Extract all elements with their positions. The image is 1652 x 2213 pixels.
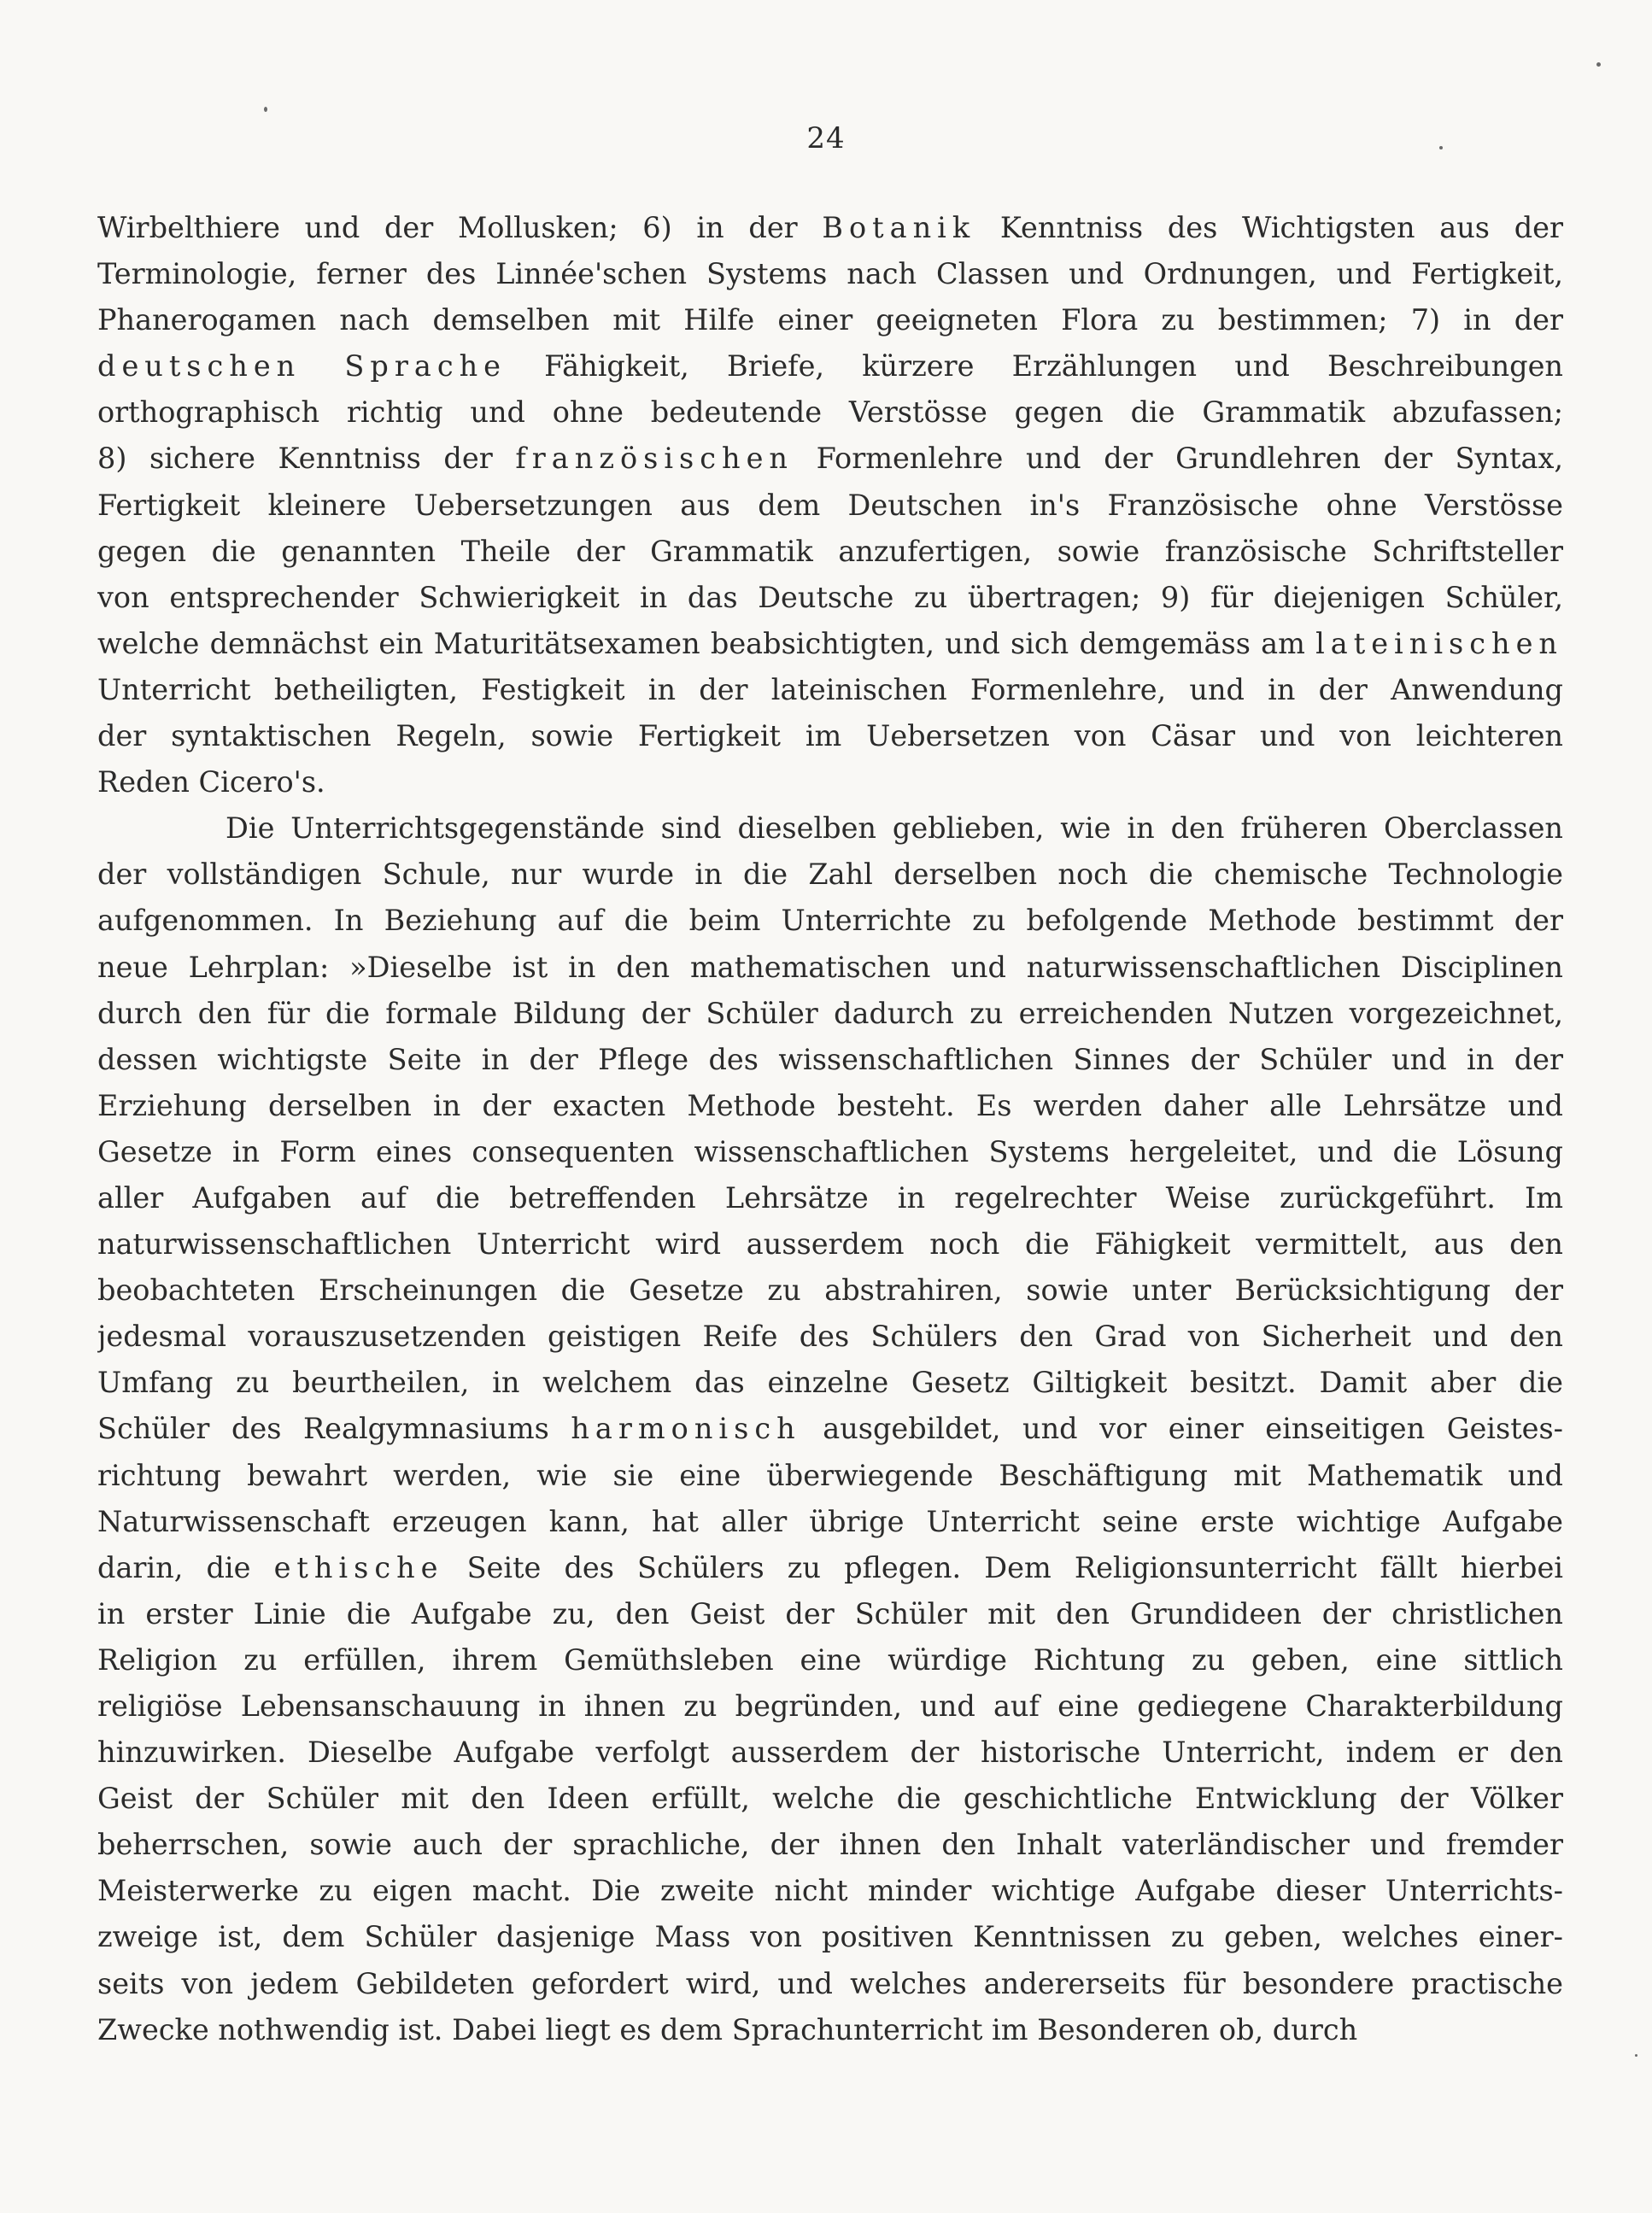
text-segment: Umfang zu beurtheilen, in welchem das einzelne Gesetz Giltigkeit besitzt. Damit aber die bbox=[97, 1366, 1563, 1400]
text-segment: neue Lehrplan: »Dieselbe ist in den mathematischen und naturwissenschaftlichen Disciplinen bbox=[97, 950, 1563, 984]
paragraph bbox=[97, 205, 1563, 805]
text-segment: Meisterwerke zu eigen macht. Die zweite nicht minder wichtige Aufgabe dieser Unterrichts- bbox=[97, 1874, 1563, 1908]
text-segment: dessen wichtigste Seite in der Pflege des wissenschaftlichen Sinnes der Schüler und in der bbox=[97, 1042, 1563, 1076]
text-segment: seits von jedem Gebildeten gefordert wird, und welches andererseits für besondere practische bbox=[97, 1966, 1563, 2000]
text-segment: der syntaktischen Regeln, sowie Fertigkeit im Uebersetzen von Cäsar und von leichteren bbox=[97, 719, 1563, 753]
text-line bbox=[97, 1083, 1563, 1129]
page-number: 24 bbox=[806, 121, 846, 155]
text-line bbox=[97, 1730, 1563, 1776]
text-line bbox=[97, 898, 1563, 944]
text-line bbox=[97, 667, 1563, 713]
text-line bbox=[97, 529, 1563, 575]
text-line bbox=[97, 1221, 1563, 1267]
spaced-emphasis: deutschen Sprache bbox=[97, 349, 507, 383]
text-segment: richtung bewahrt werden, wie sie eine überwiegende Beschäftigung mit Mathematik und bbox=[97, 1458, 1563, 1492]
text-line bbox=[97, 297, 1563, 343]
text-segment: naturwissenschaftlichen Unterricht wird ausserdem noch die Fähigkeit vermittelt, aus den bbox=[97, 1227, 1563, 1262]
text-line bbox=[97, 1175, 1563, 1221]
text-segment: beobachteten Erscheinungen die Gesetze zu abstrahiren, sowie unter Berücksichtigung der bbox=[97, 1273, 1563, 1308]
text-segment: Fertigkeit kleinere Uebersetzungen aus dem Deutschen in's Französische ohne Verstösse bbox=[97, 488, 1563, 522]
text-segment: Phanerogamen nach demselben mit Hilfe einer geeigneten Flora zu bestimmen; 7) in der bbox=[97, 303, 1563, 337]
text-segment: Reden Cicero's. bbox=[97, 765, 325, 799]
text-segment: aller Aufgaben auf die betreffenden Lehrsätze in regelrechter Weise zurückgeführt. Im bbox=[97, 1180, 1563, 1215]
text-segment: darin, die bbox=[97, 1550, 274, 1584]
text-line bbox=[97, 2007, 1563, 2053]
text-line bbox=[97, 1406, 1563, 1452]
text-segment: gegen die genannten Theile der Grammatik anzufertigen, sowie französische Schriftsteller bbox=[97, 534, 1563, 568]
spaced-emphasis: Botanik bbox=[822, 211, 976, 244]
paragraph bbox=[97, 805, 1563, 2053]
text-line bbox=[97, 1637, 1563, 1683]
text-line bbox=[97, 621, 1563, 667]
text-segment: Naturwissenschaft erzeugen kann, hat aller übrige Unterricht seine erste wichtige Aufgabe bbox=[97, 1504, 1563, 1538]
text-line bbox=[97, 343, 1563, 389]
text-line bbox=[97, 945, 1563, 991]
text-line bbox=[97, 205, 1563, 251]
text-segment: jedesmal vorauszusetzenden geistigen Reife des Schülers den Grad von Sicherheit und den bbox=[97, 1320, 1563, 1354]
spaced-emphasis: ethische bbox=[273, 1550, 444, 1584]
text-segment: Wirbelthiere und der Mollusken; 6) in der bbox=[97, 211, 823, 244]
text-line bbox=[97, 436, 1563, 482]
text-segment: religiöse Lebensanschauung in ihnen zu begründen, und auf eine gediegene Charakterbildung bbox=[97, 1689, 1563, 1723]
text-line bbox=[97, 1961, 1563, 2007]
text-segment: von entsprechender Schwierigkeit in das Deutsche zu übertragen; 9) für diejenigen Schüler, bbox=[97, 580, 1563, 614]
text-segment: hinzuwirken. Dieselbe Aufgabe verfolgt ausserdem der historische Unterricht, indem er den bbox=[97, 1736, 1563, 1770]
text-segment: welche demnächst ein Maturitätsexamen beabsichtigten, und sich demgemäss am bbox=[97, 626, 1316, 660]
text-segment: Die Unterrichtsgegenstände sind dieselben geblieben, wie in den früheren Oberclassen bbox=[226, 811, 1563, 846]
text-line bbox=[97, 852, 1563, 898]
text-line bbox=[97, 389, 1563, 436]
print-speck bbox=[1596, 62, 1601, 67]
text-segment: 8) sichere Kenntniss der bbox=[97, 442, 516, 476]
body-text bbox=[97, 205, 1563, 2053]
text-line bbox=[97, 1822, 1563, 1868]
text-segment: beherrschen, sowie auch der sprachliche, der ihnen den Inhalt vaterländischer und fremder bbox=[97, 1828, 1563, 1862]
text-line bbox=[97, 1267, 1563, 1314]
text-line bbox=[97, 1914, 1563, 1960]
text-segment: aufgenommen. In Beziehung auf die beim Unterrichte zu befolgende Methode bestimmt der bbox=[97, 904, 1563, 938]
text-segment: Kenntniss des Wichtigsten aus der bbox=[975, 211, 1563, 244]
text-line bbox=[97, 1545, 1563, 1591]
text-segment: orthographisch richtig und ohne bedeutende Verstösse gegen die Grammatik abzufassen; bbox=[97, 395, 1563, 430]
text-segment: in erster Linie die Aufgabe zu, den Geist der Schüler mit den Grundideen der christlichen bbox=[97, 1596, 1563, 1630]
text-line bbox=[97, 1314, 1563, 1360]
text-line bbox=[97, 759, 1563, 805]
text-segment: Seite des Schülers zu pflegen. Dem Religionsunterricht fällt hierbei bbox=[443, 1550, 1563, 1584]
text-line bbox=[97, 1591, 1563, 1637]
text-line bbox=[97, 575, 1563, 621]
text-segment: Fähigkeit, Briefe, kürzere Erzählungen und Beschreibungen bbox=[506, 349, 1563, 383]
text-line bbox=[97, 991, 1563, 1037]
print-speck bbox=[264, 107, 267, 112]
text-segment: Terminologie, ferner des Linnée'schen Systems nach Classen und Ordnungen, und Fertigkeit, bbox=[97, 257, 1563, 291]
text-segment: durch den für die formale Bildung der Schüler dadurch zu erreichenden Nutzen vorgezeichnet, bbox=[97, 996, 1563, 1030]
spaced-emphasis: harmonisch bbox=[571, 1412, 801, 1446]
text-segment: ausgebildet, und vor einer einseitigen Geistes- bbox=[800, 1412, 1563, 1446]
spaced-emphasis: lateinischen bbox=[1315, 626, 1563, 660]
text-line bbox=[97, 1683, 1563, 1730]
text-line bbox=[97, 805, 1563, 852]
text-segment: Zwecke nothwendig ist. Dabei liegt es dem Sprachunterricht im Besonderen ob, durch bbox=[97, 2012, 1358, 2046]
text-segment: Schüler des Realgymnasiums bbox=[97, 1412, 571, 1446]
text-line bbox=[97, 1868, 1563, 1914]
text-line bbox=[97, 251, 1563, 297]
text-line bbox=[97, 1776, 1563, 1822]
text-line bbox=[97, 1037, 1563, 1083]
print-speck bbox=[1635, 2054, 1637, 2057]
text-line bbox=[97, 483, 1563, 529]
text-line bbox=[97, 1499, 1563, 1545]
text-segment: der vollständigen Schule, nur wurde in die Zahl derselben noch die chemische Technologie bbox=[97, 858, 1563, 892]
text-segment: Gesetze in Form eines consequenten wissenschaftlichen Systems hergeleitet, und die Lösung bbox=[97, 1134, 1563, 1168]
text-segment: zweige ist, dem Schüler dasjenige Mass von positiven Kenntnissen zu geben, welches einer- bbox=[97, 1920, 1563, 1954]
text-segment: Formenlehre und der Grundlehren der Syntax, bbox=[793, 442, 1563, 476]
text-line bbox=[97, 1129, 1563, 1175]
text-line bbox=[97, 1360, 1563, 1406]
text-line bbox=[97, 713, 1563, 759]
text-segment: Erziehung derselben in der exacten Methode besteht. Es werden daher alle Lehrsätze und bbox=[97, 1088, 1563, 1122]
text-line bbox=[97, 1453, 1563, 1499]
text-segment: Unterricht betheiligten, Festigkeit in der lateinischen Formenlehre, und in der Anwendung bbox=[97, 672, 1563, 706]
text-segment: Religion zu erfüllen, ihrem Gemüthsleben eine würdige Richtung zu geben, eine sittlich bbox=[97, 1642, 1563, 1677]
text-segment: Geist der Schüler mit den Ideen erfüllt, welche die geschichtliche Entwicklung der Völker bbox=[97, 1782, 1563, 1816]
spaced-emphasis: französischen bbox=[515, 442, 794, 476]
